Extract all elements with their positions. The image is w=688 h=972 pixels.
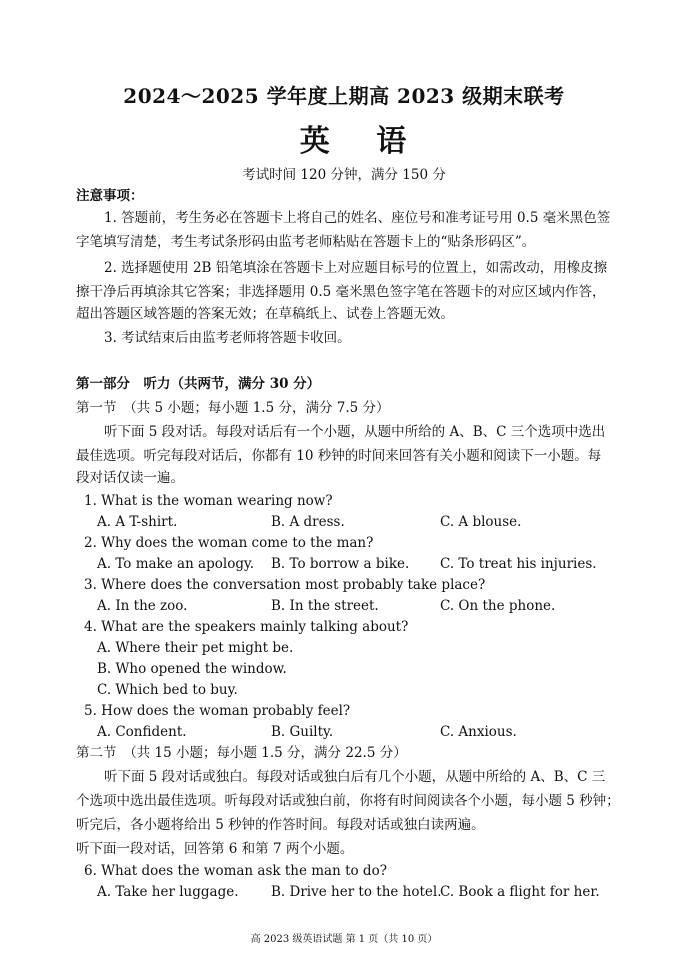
q4-option-b: B. Who opened the window. — [97, 661, 287, 677]
exam-info: 考试时间 120 分钟，满分 150 分 — [242, 167, 446, 183]
q6-option-a: A. Take her luggage. — [97, 884, 239, 900]
part1-heading: 第一部分 听力（共两节，满分 30 分） — [76, 376, 321, 392]
notice-item1-line2: 字笔填写清楚，考生考试条形码由监考老师粘贴在答题卡上的“贴条形码区”。 — [76, 234, 536, 250]
notice-item2-line3: 超出答题区域答题的答案无效；在草稿纸上、试卷上答题无效。 — [76, 306, 454, 322]
q2-option-c: C. To treat his injuries. — [440, 556, 597, 572]
q3-option-b: B. In the street. — [271, 598, 379, 614]
q3-option-c: C. On the phone. — [440, 598, 556, 614]
q1-option-c: C. A blouse. — [440, 514, 522, 530]
q2-option-b: B. To borrow a bike. — [271, 556, 410, 572]
q6-option-c: C. Book a flight for her. — [440, 884, 600, 900]
question-4: 4. What are the speakers mainly talking about? — [84, 619, 409, 635]
notice-heading: 注意事项： — [76, 188, 144, 204]
notice-item3: 3. 考试结束后由监考老师将答题卡收回。 — [104, 330, 351, 346]
notice-item2-line2: 擦干净后再填涂其它答案；非选择题用 0.5 毫米黑色签字笔在答题卡的对应区域内作答， — [76, 284, 606, 300]
section2-instruction-line2: 个选项中选出最佳选项。听每段对话或独白前，你将有时间阅读各个小题，每小题 5 秒钟； — [76, 793, 620, 809]
q2-option-a: A. To make an apology. — [97, 556, 255, 572]
exam-title: 2024～2025 学年度上期高 2023 级期末联考 — [123, 84, 565, 108]
q3-option-a: A. In the zoo. — [97, 598, 188, 614]
q5-option-c: C. Anxious. — [440, 724, 517, 740]
section1-heading: 第一节 （共 5 小题；每小题 1.5 分，满分 7.5 分） — [76, 400, 390, 416]
section2-instruction-line3: 听完后，各小题将给出 5 秒钟的作答时间。每段对话或独白读两遍。 — [76, 817, 485, 833]
q6-option-b: B. Drive her to the hotel. — [271, 884, 442, 900]
q4-option-c: C. Which bed to buy. — [97, 682, 238, 698]
q4-option-a: A. Where their pet might be. — [97, 640, 294, 656]
notice-item2-line1: 2. 选择题使用 2B 铅笔填涂在答题卡上对应题目标号的位置上，如需改动，用橡皮擦 — [104, 260, 608, 276]
section2-heading: 第二节 （共 15 小题；每小题 1.5 分，满分 22.5 分） — [76, 745, 407, 761]
section1-instruction-line2: 最佳选项。听完每段对话后，你都有 10 秒钟的时间来回答有关小题和阅读下一小题。每 — [76, 448, 602, 464]
notice-item1-line1: 1. 答题前，考生务必在答题卡上将自己的姓名、座位号和准考证号用 0.5 毫米黑色签 — [104, 210, 611, 226]
section1-instruction-line3: 段对话仅读一遍。 — [76, 470, 184, 486]
q5-option-a: A. Confident. — [97, 724, 187, 740]
subject-title: 英 语 — [299, 124, 425, 159]
question-5: 5. How does the woman probably feel? — [84, 703, 351, 719]
section1-instruction-line1: 听下面 5 段对话。每段对话后有一个小题，从题中所给的 A、B、C 三个选项中选出 — [104, 424, 606, 440]
q1-option-a: A. A T-shirt. — [97, 514, 178, 530]
question-2: 2. Why does the woman come to the man? — [84, 535, 374, 551]
section2-instruction-line1: 听下面 5 段对话或独白。每段对话或独白后有几个小题，从题中所给的 A、B、C 三 — [104, 769, 606, 785]
question-1: 1. What is the woman wearing now? — [84, 493, 333, 509]
page-footer: 高 2023 级英语试题 第 1 页（共 10 页） — [250, 934, 438, 945]
section2-sub-instruction: 听下面一段对话，回答第 6 和第 7 两个小题。 — [76, 841, 354, 857]
question-3: 3. Where does the conversation most probably take place? — [84, 577, 486, 593]
question-6: 6. What does the woman ask the man to do? — [84, 863, 387, 879]
q1-option-b: B. A dress. — [271, 514, 345, 530]
q5-option-b: B. Guilty. — [271, 724, 334, 740]
